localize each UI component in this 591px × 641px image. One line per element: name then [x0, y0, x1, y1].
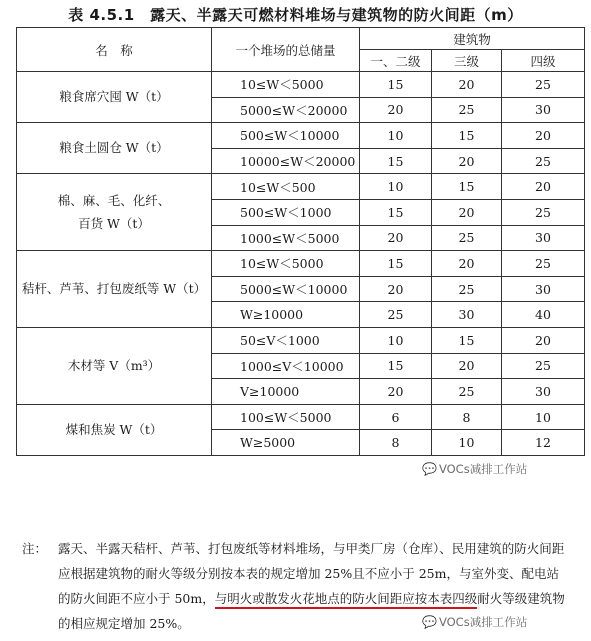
table-row — [17, 72, 585, 98]
value-cell: 25 — [502, 199, 585, 225]
range-cell: 10≤W＜5000 — [212, 251, 360, 277]
group-name-line: 棉、麻、毛、化纤、 — [57, 192, 171, 208]
value-cell: 20 — [432, 251, 502, 277]
value-cell: 15 — [360, 353, 432, 379]
watermark-text: VOCs减排工作站 — [438, 615, 528, 629]
group-name-line: 百货 W（t） — [78, 216, 150, 232]
note-text-end: 耐火等级建筑物的相应规定增加 25%。 — [58, 591, 565, 631]
value-cell: 20 — [432, 353, 502, 379]
value-cell: 25 — [432, 379, 502, 405]
table-row — [17, 404, 585, 430]
value-cell: 20 — [502, 174, 585, 200]
value-cell: 20 — [502, 327, 585, 353]
value-cell: 12 — [502, 430, 585, 456]
value-cell: 25 — [502, 353, 585, 379]
note-text-start: 露天、半露天秸杆、芦苇、打包废纸等材料堆场，与甲类厂房（仓库）、民用建筑的防火间距应根据建筑物的耐火等级分别按本表的规定增加 25%且不应小于 25m，与室外变、配电站的防火间距不应小于 50m， — [58, 541, 565, 606]
range-cell: V≥10000 — [212, 379, 360, 405]
value-cell: 20 — [502, 123, 585, 149]
value-cell: 8 — [360, 430, 432, 456]
value-cell: 25 — [432, 225, 502, 251]
range-cell: 10000≤W＜20000 — [212, 148, 360, 174]
range-cell: 5000≤W＜10000 — [212, 276, 360, 302]
value-cell: 15 — [432, 174, 502, 200]
range-cell: 500≤W＜1000 — [212, 199, 360, 225]
header-grade-1-2: 一、二级 — [360, 50, 432, 72]
range-cell: 50≤V＜1000 — [212, 327, 360, 353]
value-cell: 25 — [502, 251, 585, 277]
value-cell: 10 — [360, 123, 432, 149]
range-cell: 500≤W＜10000 — [212, 123, 360, 149]
range-cell: 5000≤W＜20000 — [212, 97, 360, 123]
group-name — [17, 174, 212, 251]
value-cell: 10 — [360, 327, 432, 353]
group-name: 煤和焦炭 W（t） — [17, 404, 212, 455]
table-row — [17, 123, 585, 149]
value-cell: 25 — [360, 302, 432, 328]
watermark-text: VOCs减排工作站 — [438, 462, 528, 476]
table-title: 表 4.5.1 露天、半露天可燃材料堆场与建筑物的防火间距（m） — [68, 6, 523, 24]
header-building: 建筑物 — [360, 28, 585, 50]
value-cell: 20 — [360, 276, 432, 302]
value-cell: 15 — [432, 123, 502, 149]
watermark — [420, 614, 529, 630]
value-cell: 20 — [432, 199, 502, 225]
group-name: 木材等 V（m³） — [17, 327, 212, 404]
value-cell: 30 — [502, 379, 585, 405]
table-row — [17, 251, 585, 277]
range-cell: 10≤W＜5000 — [212, 72, 360, 98]
value-cell: 20 — [432, 148, 502, 174]
chat-bubble-icon: 💬 — [422, 615, 437, 629]
group-name: 秸杆、芦苇、打包废纸等 W（t） — [17, 251, 212, 328]
note-highlight: 与明火或散发火花地点的防火间距应按本表四级 — [215, 591, 478, 609]
value-cell: 10 — [432, 430, 502, 456]
value-cell: 15 — [360, 148, 432, 174]
value-cell: 20 — [360, 225, 432, 251]
range-cell: 10≤W＜500 — [212, 174, 360, 200]
value-cell: 25 — [502, 72, 585, 98]
range-cell: W≥10000 — [212, 302, 360, 328]
header-grade-4: 四级 — [502, 50, 585, 72]
group-name: 粮食席穴囤 W（t） — [17, 72, 212, 123]
value-cell: 20 — [360, 97, 432, 123]
fire-distance-table — [16, 27, 585, 456]
value-cell: 25 — [502, 148, 585, 174]
range-cell: W≥5000 — [212, 430, 360, 456]
chat-bubble-icon: 💬 — [422, 462, 437, 476]
header-grade-3: 三级 — [432, 50, 502, 72]
value-cell: 20 — [360, 379, 432, 405]
value-cell: 10 — [360, 174, 432, 200]
note-label: 注： — [22, 541, 48, 556]
group-name: 粮食土圆仓 W（t） — [17, 123, 212, 174]
range-cell: 100≤W＜5000 — [212, 404, 360, 430]
range-cell: 1000≤W＜5000 — [212, 225, 360, 251]
value-cell: 15 — [360, 72, 432, 98]
range-cell: 1000≤V＜10000 — [212, 353, 360, 379]
value-cell: 30 — [502, 225, 585, 251]
header-capacity: 一个堆场的总储量 — [212, 28, 360, 72]
value-cell: 30 — [502, 276, 585, 302]
value-cell: 40 — [502, 302, 585, 328]
value-cell: 15 — [432, 327, 502, 353]
value-cell: 15 — [360, 199, 432, 225]
header-name: 名 称 — [17, 28, 212, 72]
value-cell: 6 — [360, 404, 432, 430]
table-row — [17, 174, 585, 200]
value-cell: 30 — [502, 97, 585, 123]
value-cell: 30 — [432, 302, 502, 328]
watermark — [420, 461, 529, 477]
value-cell: 10 — [502, 404, 585, 430]
value-cell: 25 — [432, 97, 502, 123]
value-cell: 15 — [360, 251, 432, 277]
table-row — [17, 327, 585, 353]
value-cell: 25 — [432, 276, 502, 302]
value-cell: 8 — [432, 404, 502, 430]
value-cell: 20 — [432, 72, 502, 98]
